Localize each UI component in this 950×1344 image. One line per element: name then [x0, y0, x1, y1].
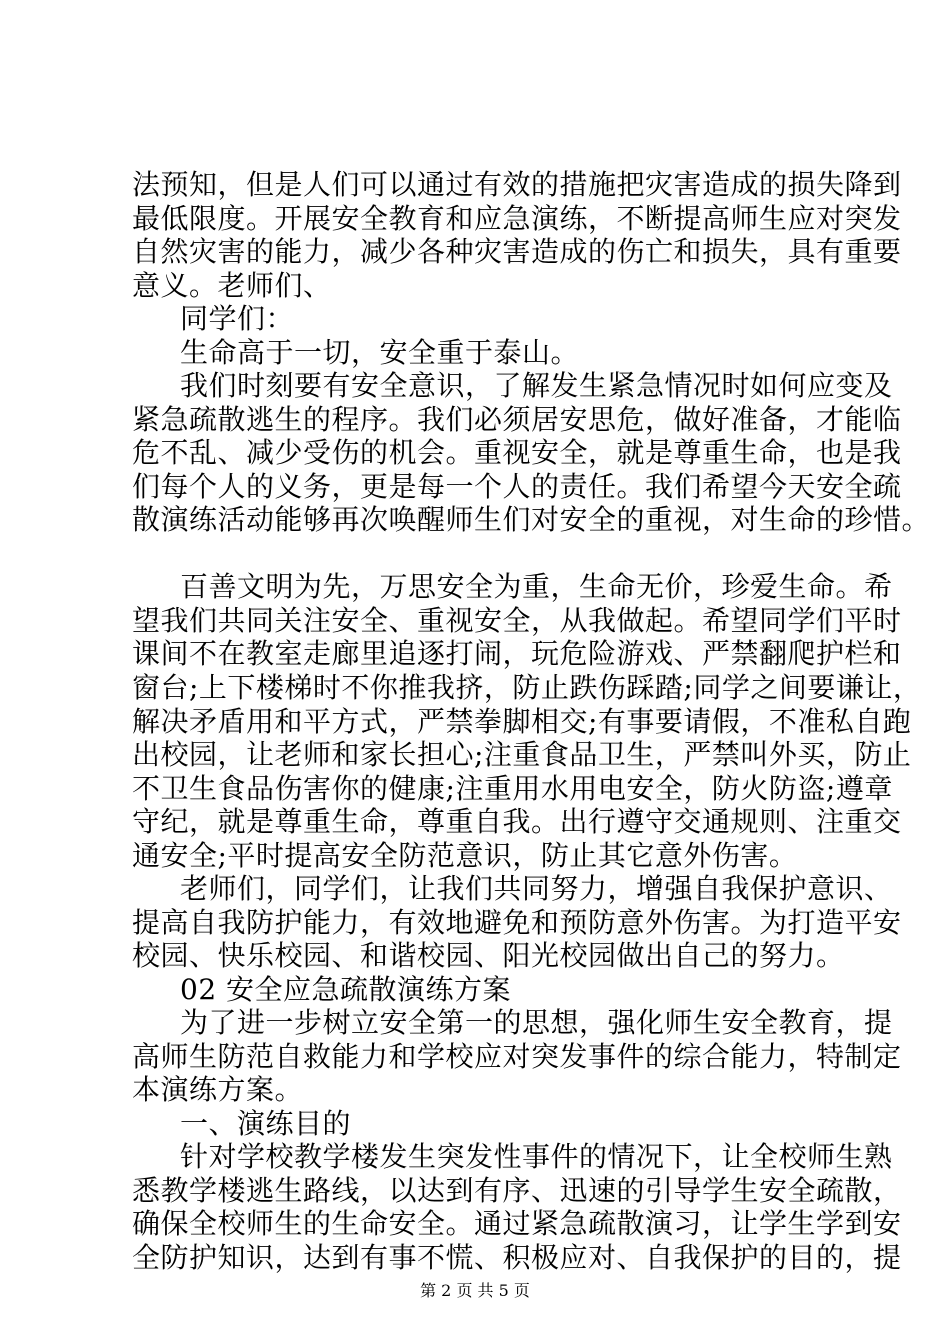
section-heading: 一、演练目的 — [180, 1107, 352, 1140]
text-line: 校园、快乐校园、和谐校园、阳光校园做出自己的努力。 — [132, 939, 845, 972]
text-line: 最低限度。开展安全教育和应急演练，不断提高师生应对突发 — [132, 202, 902, 235]
text-line: 通安全;平时提高安全防范意识，防止其它意外伤害。 — [132, 839, 798, 872]
text-line: 提高自我防护能力，有效地避免和预防意外伤害。为打造平安 — [132, 906, 902, 939]
text-line: 悉教学楼逃生路线，以达到有序、迅速的引导学生安全疏散， — [132, 1174, 902, 1207]
text-line: 我们时刻要有安全意识，了解发生紧急情况时如何应变及 — [180, 369, 893, 402]
text-line: 老师们，同学们，让我们共同努力，增强自我保护意识、 — [180, 872, 893, 905]
text-line: 同学们： — [180, 302, 295, 335]
text-line: 针对学校教学楼发生突发性事件的情况下，让全校师生熟 — [180, 1140, 893, 1173]
text-line: 课间不在教室走廊里追逐打闹，玩危险游戏、严禁翻爬护栏和 — [132, 637, 902, 670]
text-line: 高师生防范自救能力和学校应对突发事件的综合能力，特制定 — [132, 1040, 902, 1073]
text-line: 窗台;上下楼梯时不你推我挤，防止跌伤踩踏;同学之间要谦让， — [132, 671, 922, 704]
text-line: 本演练方案。 — [132, 1073, 304, 1106]
text-line: 法预知，但是人们可以通过有效的措施把灾害造成的损失降到 — [132, 168, 902, 201]
text-line: 确保全校师生的生命安全。通过紧急疏散演习，让学生学到安 — [132, 1207, 902, 1240]
text-line: 望我们共同关注安全、重视安全，从我做起。希望同学们平时 — [132, 604, 902, 637]
text-line: 守纪，就是尊重生命，尊重自我。出行遵守交通规则、注重交 — [132, 805, 902, 838]
text-line: 们每个人的义务，更是每一个人的责任。我们希望今天安全疏 — [132, 470, 902, 503]
text-line: 全防护知识，达到有事不慌、积极应对、自我保护的目的，提 — [132, 1241, 902, 1274]
text-line: 生命高于一切，安全重于泰山。 — [180, 336, 580, 369]
text-line: 自然灾害的能力，减少各种灾害造成的伤亡和损失，具有重要 — [132, 235, 902, 268]
text-line: 危不乱、减少受伤的机会。重视安全，就是尊重生命，也是我 — [132, 436, 902, 469]
text-line: 意义。老师们、 — [132, 269, 332, 302]
page-footer: 第 2 页 共 5 页 — [420, 1281, 530, 1300]
text-line: 出校园，让老师和家长担心;注重食品卫生，严禁叫外买，防止 — [132, 738, 912, 771]
text-line: 紧急疏散逃生的程序。我们必须居安思危，做好准备，才能临 — [132, 403, 902, 436]
text-line: 不卫生食品伤害你的健康;注重用水用电安全，防火防盗;遵章 — [132, 772, 893, 805]
text-line: 百善文明为先，万思安全为重，生命无价，珍爱生命。希 — [180, 570, 893, 603]
text-line: 解决矛盾用和平方式，严禁拳脚相交;有事要请假，不准私自跑 — [132, 705, 912, 738]
text-line: 散演练活动能够再次唤醒师生们对安全的重视，对生命的珍惜。 — [132, 503, 931, 536]
section-heading: 02 安全应急疏散演练方案 — [180, 973, 512, 1006]
text-line: 为了进一步树立安全第一的思想，强化师生安全教育，提 — [180, 1006, 893, 1039]
